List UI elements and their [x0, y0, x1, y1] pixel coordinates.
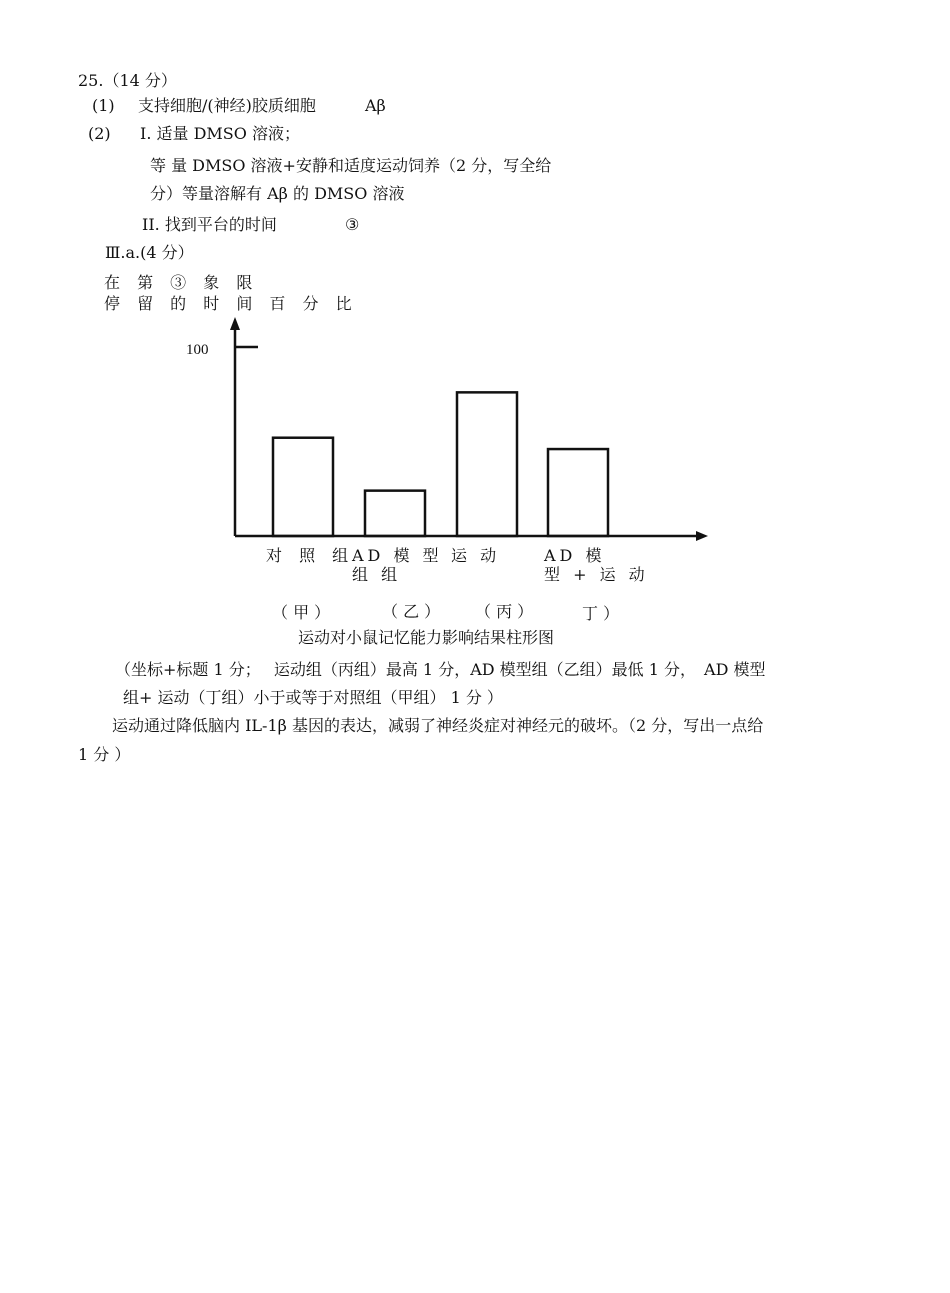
y-tick-label-100: 100 — [186, 342, 209, 358]
part2-item-I: I. 适量 DMSO 溶液； — [140, 124, 300, 143]
bar-chart — [0, 0, 950, 600]
part2-line2: 等 量 DMSO 溶液+安静和适度运动饲养（2 分，写全给 — [150, 156, 552, 175]
x-cat1-label: 对 照 组 — [266, 546, 355, 565]
conclusion-line2: 1 分 ） — [78, 745, 131, 764]
part3-heading: Ⅲ.a.(4 分） — [105, 243, 194, 262]
y-axis-arrow — [230, 317, 240, 330]
bar-4 — [548, 449, 608, 536]
question-header: 25.（14 分） — [78, 71, 177, 90]
bar-3 — [457, 392, 517, 536]
x-cat3-group: （ 丙 ） — [475, 602, 534, 621]
conclusion-line1: 运动通过降低脑内 IL-1β 基因的表达，减弱了神经炎症对神经元的破坏。（2 分，写出一点给 — [112, 716, 764, 735]
chart-bars — [273, 392, 608, 536]
x-cat2-group: （ 乙 ） — [382, 602, 441, 621]
part1-number: (1) — [92, 96, 115, 115]
part2-line3: 分）等量溶解有 Aβ 的 DMSO 溶液 — [150, 184, 405, 203]
x-cat2-label: AD 模 型 — [352, 546, 443, 565]
y-axis-label-line2: 停 留 的 时 间 百 分 比 — [104, 294, 358, 313]
x-cat4-label-line2: 型 + 运 动 — [544, 565, 649, 584]
x-cat4-label: AD 模 — [544, 546, 606, 565]
bar-2 — [365, 491, 425, 536]
part2-item-II: II. 找到平台的时间 — [142, 215, 277, 234]
x-cat1-group: （ 甲 ） — [272, 603, 331, 622]
part1-answer: 支持细胞/(神经)胶质细胞 — [138, 96, 316, 115]
x-cat3-label: 运 动 — [451, 546, 501, 565]
scoring-note-line2: 组+ 运动（丁组）小于或等于对照组（甲组） 1 分 ） — [123, 688, 503, 707]
x-cat4-group: 丁 ） — [582, 604, 620, 623]
chart-title: 运动对小鼠记忆能力影响结果柱形图 — [298, 628, 555, 647]
part2-item-II-circle: ③ — [345, 215, 360, 234]
y-axis-label-line1: 在 第 ③ 象 限 — [104, 273, 259, 292]
part1-abeta: Aβ — [365, 96, 386, 115]
scoring-note-line1: （坐标+标题 1 分； 运动组（丙组）最高 1 分，AD 模型组（乙组）最低 1 分， AD 模型 — [115, 660, 766, 679]
x-cat2-label-line2: 组 组 — [352, 565, 402, 584]
part2-number: (2) — [88, 124, 111, 143]
chart-axes — [186, 317, 708, 541]
x-axis-arrow — [696, 531, 708, 541]
bar-1 — [273, 438, 333, 536]
